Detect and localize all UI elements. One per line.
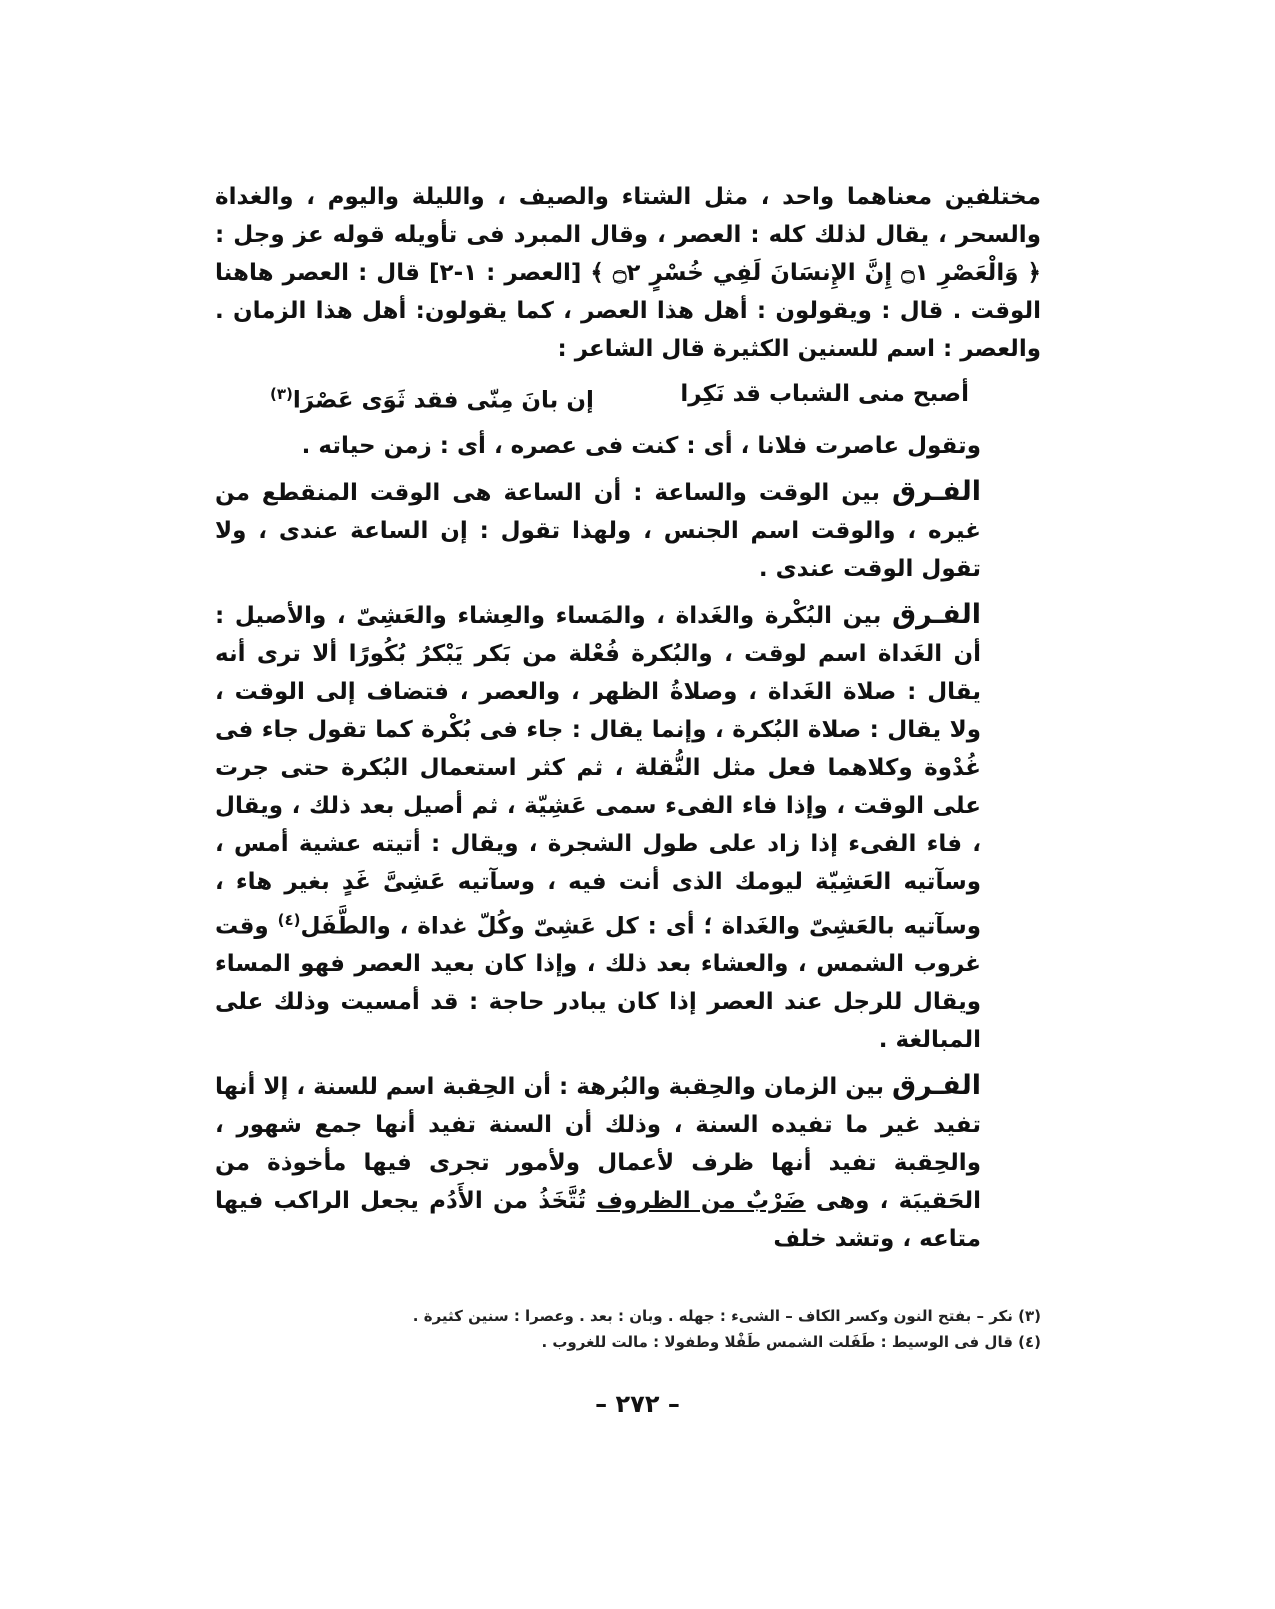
poetry-verse: [215, 372, 1041, 423]
footnote-ref-3: (٣): [270, 385, 293, 403]
underlined-phrase: ضَرْبٌ من الظروف: [596, 1188, 806, 1215]
section-heading-farq: الفـرق: [892, 598, 981, 630]
paragraph-5: [215, 1067, 1041, 1258]
section-heading-farq: الفـرق: [892, 1070, 981, 1102]
verse-second-text: إن بانَ مِنّى فقد ثَوَى عَصْرَا: [292, 387, 594, 414]
paragraph-3-text: بين الوقت والساعة : أن الساعة هى الوقت المنقطع من غيره ، والوقت اسم الجنس ، ولهذا تقول : إن الساعة عندى ، ولا تقول الوقت عندى .: [215, 479, 981, 582]
footnotes: [215, 1303, 1041, 1355]
page-body: [215, 178, 1041, 1258]
paragraph-3: [215, 473, 1041, 588]
paragraph-4-end: وقت غروب الشمس ، والعشاء بعد ذلك ، وإذا كان بعيد العصر فهو المساء ويقال للرجل عند العصر إذا كان يبادر حاجة : قد أمسيت وذلك على المبالغة .: [215, 913, 981, 1054]
footnote-4: (٤) قال فى الوسيط : طَفَلت الشمس طَفْلا وطفولا : مالت للغروب .: [541, 1333, 1041, 1351]
paragraph-4-text: بين البُكْرة والغَداة ، والمَساء والعِشاء والعَشِىّ ، والأصيل : أن الغَداة اسم لوقت ، والبُكرة فُعْلة من بَكر يَبْكرُ بُكُورًا ألا ترى أنه يقال : صلاة الغَداة ، وصلاةُ الظهر ، والعصر ، فتضاف إلى الوقت ، ولا يقال : صلاة البُكرة ، وإنما يقال : جاء فى بُكْرة كما تقول جاء فى غُدْوة وكلاهما فعل مثل النُّقلة ، ثم كثر استعمال البُكرة حتى جرت على الوقت ، وإذا فاء الفىء سمى عَشِيّة ، ثم أصيل بعد ذلك ، ويقال ، فاء الفىء إذا زاد على طول الشجرة ، ويقال : أتيته عشية أمس ، وسآتيه العَشِيّة ليومك الذى أنت فيه ، وسآتيه عَشِىَّ غَدٍ بغير هاء ، وسآتيه بالعَشِىّ والغَداة ؛ أى : كل عَشِىّ وكُلّ غداة ، والطَّفَل: [215, 602, 981, 940]
paragraph-2: وتقول عاصرت فلانا ، أى : كنت فى عصره ، أى : زمن حياته .: [301, 432, 981, 459]
page-number: – ٢٧٢ –: [595, 1390, 680, 1418]
paragraph-5-text: بين الزمان والحِقبة والبُرهة : أن الحِقبة اسم للسنة ، إلا أنها تفيد غير ما تفيده السنة ، وذلك أن السنة تفيد أنها جمع شهور ، والحِقبة تفيد أنها ظرف لأعمال ولأمور تجرى فيها مأخوذة من الحَقيبَة ، وهى: [215, 1074, 982, 1215]
paragraph-5-end: تُتَّخَذُ من الأَدُم يجعل الراكب فيها متاعه ، وتشد خلف: [215, 1188, 981, 1253]
paragraph-1: مختلفين معناهما واحد ، مثل الشتاء والصيف ، والليلة واليوم ، والغداة والسحر ، يقال لذلك كله : العصر ، وقال المبرد فى تأويله قوله عز وجل : ﴿ وَالْعَصْرِ ۝١ إِنَّ الإِنسَانَ لَفِي خُسْرٍ ۝٢ ﴾ [العصر : ١-٢] قال : العصر هاهنا الوقت . قال : ويقولون : أهل هذا العصر ، كما يقولون: أهل هذا الزمان . والعصر : اسم للسنين الكثيرة قال الشاعر :: [215, 184, 1042, 362]
verse-second-hemistich: [270, 372, 594, 423]
verse-first-hemistich: أصبح منى الشباب قد نَكِرا: [680, 381, 969, 407]
section-heading-farq: الفـرق: [892, 475, 981, 507]
footnote-ref-4: (٤): [277, 910, 301, 929]
paragraph-4: [215, 596, 1041, 1060]
footnote-3: (٣) نكر – بفتح النون وكسر الكاف – الشىء : جهله . وبان : بعد . وعصرا : سنين كثيرة .: [412, 1307, 1041, 1325]
